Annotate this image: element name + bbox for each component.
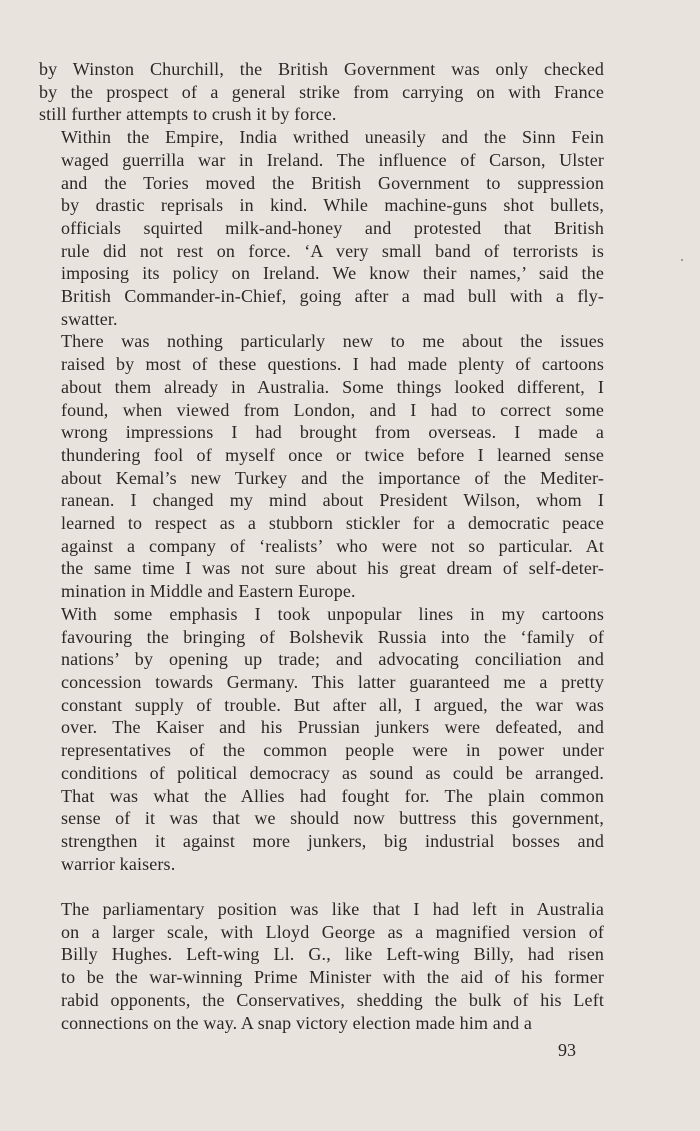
paragraph-p4: [39, 603, 604, 875]
text-line: swatter.: [61, 308, 118, 329]
body-text: [39, 58, 604, 1034]
text-line: against a company of ‘realists’ who were not so particular. At: [61, 535, 604, 556]
text-line: ranean. I changed my mind about President Wilson, whom I: [61, 490, 604, 511]
text-line: That was what the Allies had fought for. The plain common: [61, 785, 604, 806]
text-line: rabid opponents, the Conservatives, shedding the bulk of his Left: [61, 989, 604, 1010]
text-line: representatives of the common people were in power under: [61, 740, 604, 761]
paragraph-p3: [39, 330, 604, 602]
text-line: learned to respect as a stubborn stickler for a democratic peace: [61, 513, 604, 534]
text-line: warrior kaisers.: [61, 853, 176, 874]
text-line: Billy Hughes. Left-wing Ll. G., like Left-wing Billy, had risen: [61, 944, 604, 965]
text-line: Within the Empire, India writhed uneasily and the Sinn Fein: [61, 127, 604, 148]
text-line: the same time I was not sure about his great dream of self-deter-: [61, 558, 604, 579]
text-line: mination in Middle and Eastern Europe.: [61, 581, 356, 602]
text-line: found, when viewed from London, and I had to correct some: [61, 399, 604, 420]
text-line: by Winston Churchill, the British Government was only checked: [39, 59, 604, 79]
text-line: waged guerrilla war in Ireland. The influence of Carson, Ulster: [61, 149, 604, 170]
text-line: about Kemal’s new Turkey and the importance of the Mediter-: [61, 467, 604, 488]
text-line: British Commander-in-Chief, going after a mad bull with a fly-: [61, 286, 604, 307]
text-line: officials squirted milk-and-honey and protested that British: [61, 217, 604, 238]
text-line: sense of it was that we should now buttress this government,: [61, 808, 604, 829]
text-line: over. The Kaiser and his Prussian junkers were defeated, and: [61, 717, 604, 738]
text-line: on a larger scale, with Lloyd George as a magnified version of: [61, 921, 604, 942]
text-line: still further attempts to crush it by force.: [39, 104, 337, 125]
text-line: by drastic reprisals in kind. While machine-guns shot bullets,: [61, 195, 604, 216]
text-line: about them already in Australia. Some things looked different, I: [61, 376, 604, 397]
text-line: thundering fool of myself once or twice before I learned sense: [61, 444, 604, 465]
paragraph-p1: [39, 58, 604, 126]
text-line: nations’ by opening up trade; and advocating conciliation and: [61, 649, 604, 670]
text-line: conditions of political democracy as sound as could be arranged.: [61, 762, 604, 783]
text-line: strengthen it against more junkers, big industrial bosses and: [61, 830, 604, 851]
text-line: There was nothing particularly new to me about the issues: [61, 331, 604, 352]
text-line: to be the war-winning Prime Minister with the aid of his former: [61, 967, 604, 988]
text-line: and the Tories moved the British Government to suppression: [61, 172, 604, 193]
text-line: by the prospect of a general strike from carrying on with France: [39, 81, 604, 102]
text-line: The parliamentary position was like that I had left in Australia: [61, 899, 604, 919]
text-line: constant supply of trouble. But after all, I argued, the war was: [61, 694, 604, 715]
text-line: rule did not rest on force. ‘A very small band of terrorists is: [61, 240, 604, 261]
paragraph-p2: [39, 126, 604, 330]
text-line: concession towards Germany. This latter guaranteed me a pretty: [61, 671, 604, 692]
paragraph-p5: [39, 898, 604, 1034]
text-line: favouring the bringing of Bolshevik Russia into the ‘family of: [61, 626, 604, 647]
text-line: wrong impressions I had brought from overseas. I made a: [61, 422, 604, 443]
text-line: imposing its policy on Ireland. We know their names,’ said the: [61, 263, 604, 284]
margin-speck: [681, 259, 683, 261]
text-line: connections on the way. A snap victory election made him and a: [61, 1012, 533, 1033]
text-line: With some emphasis I took unpopular lines in my cartoons: [61, 603, 604, 624]
text-line: raised by most of these questions. I had made plenty of cartoons: [61, 354, 604, 375]
page-number: 93: [558, 1040, 576, 1060]
